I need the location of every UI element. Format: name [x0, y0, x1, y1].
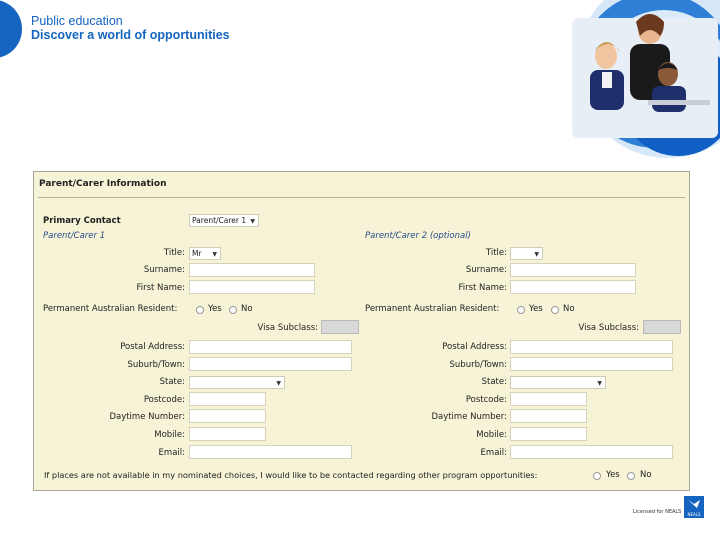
carer1-visa-input[interactable] — [321, 320, 359, 334]
panel-title: Parent/Carer Information — [39, 179, 167, 189]
carer2-email-input[interactable] — [510, 445, 673, 459]
carer2-resident-yes-radio[interactable] — [517, 306, 525, 314]
carer1-daytime-label: Daytime Number: — [109, 412, 185, 422]
opportunity-no-radio[interactable] — [627, 472, 635, 480]
carer2-title-select[interactable] — [510, 247, 543, 260]
carer1-suburb-label: Suburb/Town: — [127, 360, 185, 370]
carer2-postcode-input[interactable] — [510, 392, 587, 406]
carer1-resident-yes-label: Yes — [208, 304, 222, 314]
carer1-postcode-input[interactable] — [189, 392, 266, 406]
carer1-title-select[interactable] — [189, 247, 221, 260]
carer1-suburb-input[interactable] — [189, 357, 352, 371]
carer1-heading: Parent/Carer 1 — [43, 231, 106, 241]
carer1-mobile-input[interactable] — [189, 427, 266, 441]
carer1-postcode-label: Postcode: — [143, 395, 185, 405]
carer1-postal-input[interactable] — [189, 340, 352, 354]
chevron-down-icon: ▼ — [276, 380, 281, 387]
carer2-suburb-input[interactable] — [510, 357, 673, 371]
carer2-resident-yes-label: Yes — [529, 304, 543, 314]
carer1-title-label: Title: — [163, 248, 185, 258]
carer1-state-label: State: — [159, 377, 185, 387]
carer2-suburb-label: Suburb/Town: — [449, 360, 507, 370]
carer2-firstname-input[interactable] — [510, 280, 636, 294]
carer1-visa-label: Visa Subclass: — [257, 323, 318, 333]
brand-tagline: Discover a world of opportunities — [31, 28, 230, 42]
chevron-down-icon: ▼ — [597, 380, 602, 387]
licence-text: Licensed for NEALS — [633, 509, 682, 515]
carer1-title-value: Mr — [192, 249, 202, 258]
carer1-resident-no-radio[interactable] — [229, 306, 237, 314]
carer1-mobile-label: Mobile: — [154, 430, 185, 440]
carer2-postcode-label: Postcode: — [465, 395, 507, 405]
carer2-resident-no-radio[interactable] — [551, 306, 559, 314]
carer2-daytime-label: Daytime Number: — [431, 412, 507, 422]
chevron-down-icon: ▼ — [212, 251, 217, 258]
carer1-state-select[interactable] — [189, 376, 285, 389]
brand-logo-mark — [0, 0, 22, 58]
carer1-resident-yes-radio[interactable] — [196, 306, 204, 314]
carer2-surname-input[interactable] — [510, 263, 636, 277]
carer1-resident-label: Permanent Australian Resident: — [43, 304, 178, 314]
carer2-heading: Parent/Carer 2 (optional) — [365, 231, 471, 241]
carer2-state-select[interactable] — [510, 376, 606, 389]
chevron-down-icon: ▼ — [250, 218, 255, 225]
carer1-email-input[interactable] — [189, 445, 352, 459]
panel-divider — [38, 197, 685, 198]
carer1-resident-no-label: No — [241, 304, 253, 314]
carer2-visa-input[interactable] — [643, 320, 681, 334]
carer1-daytime-input[interactable] — [189, 409, 266, 423]
carer2-mobile-input[interactable] — [510, 427, 587, 441]
opportunity-question: If places are not available in my nominated choices, I would like to be contacted regarding other program opportunities: — [44, 470, 538, 480]
opportunity-no-label: No — [640, 470, 652, 480]
carer2-title-label: Title: — [485, 248, 507, 258]
primary-contact-value: Parent/Carer 1 — [192, 216, 247, 225]
brand-title: Public education — [31, 14, 123, 28]
carer1-surname-input[interactable] — [189, 263, 315, 277]
carer2-postal-input[interactable] — [510, 340, 673, 354]
carer2-postal-label: Postal Address: — [442, 342, 507, 352]
carer2-resident-no-label: No — [563, 304, 575, 314]
carer2-visa-label: Visa Subclass: — [578, 323, 639, 333]
opportunity-yes-label: Yes — [606, 470, 620, 480]
carer1-postal-label: Postal Address: — [120, 342, 185, 352]
carer2-daytime-input[interactable] — [510, 409, 587, 423]
hero-photo — [568, 0, 720, 158]
carer2-surname-label: Surname: — [465, 265, 507, 275]
primary-contact-select[interactable] — [189, 214, 259, 227]
opportunity-yes-radio[interactable] — [593, 472, 601, 480]
chevron-down-icon: ▼ — [534, 251, 539, 258]
neals-logo — [684, 496, 704, 518]
carer1-firstname-label: First Name: — [136, 283, 185, 293]
carer2-mobile-label: Mobile: — [476, 430, 507, 440]
svg-text:NEALS: NEALS — [687, 512, 701, 517]
carer1-surname-label: Surname: — [143, 265, 185, 275]
carer2-state-label: State: — [481, 377, 507, 387]
primary-contact-label: Primary Contact — [43, 216, 121, 226]
carer1-email-label: Email: — [158, 448, 185, 458]
carer2-resident-label: Permanent Australian Resident: — [365, 304, 500, 314]
parent-carer-form-panel — [33, 171, 690, 491]
carer1-firstname-input[interactable] — [189, 280, 315, 294]
carer2-email-label: Email: — [480, 448, 507, 458]
carer2-firstname-label: First Name: — [458, 283, 507, 293]
